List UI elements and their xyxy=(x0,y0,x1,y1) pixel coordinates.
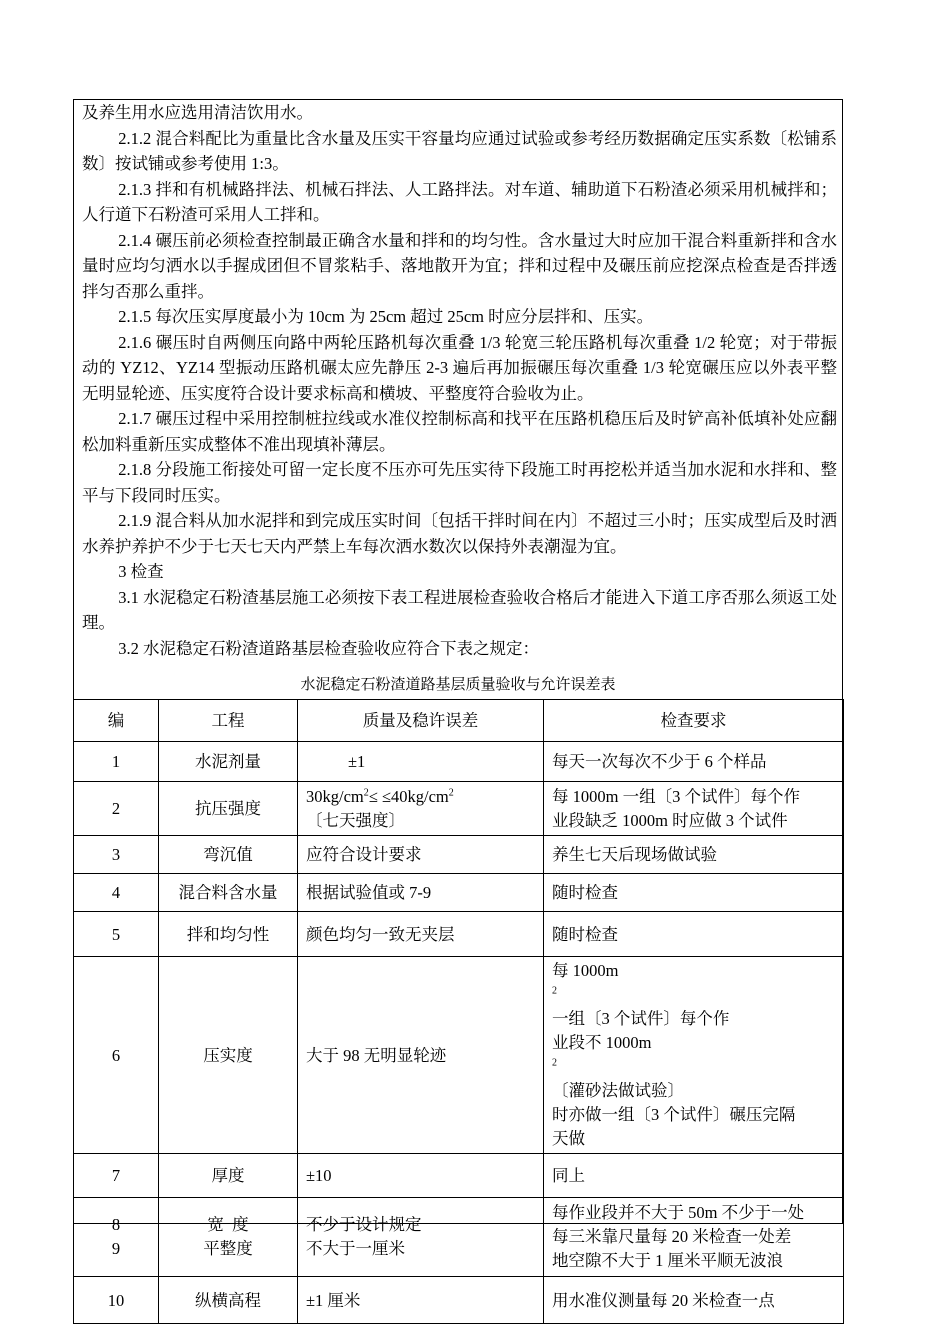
table-row xyxy=(74,742,844,782)
row-requirement: 同上 xyxy=(544,1154,844,1198)
row-number: 1 xyxy=(74,742,159,782)
row-item: 纵横高程 xyxy=(159,1277,298,1324)
paragraph: 及养生用水应选用清洁饮用水。 xyxy=(82,103,313,122)
row-tolerance: 应符合设计要求 xyxy=(298,836,544,874)
paragraph: 2.1.8 分段施工衔接处可留一定长度不压亦可先压实待下段施工时再挖松并适当加水泥和水拌和、整平与下段同时压实。 xyxy=(82,460,837,505)
table-caption: 水泥稳定石粉渣道路基层质量验收与允许误差表 xyxy=(300,677,616,693)
row-item: 拌和均匀性 xyxy=(159,912,298,957)
table-header-row xyxy=(74,700,844,742)
paragraph: 2.1.6 碾压时自两侧压向路中两轮压路机每次重叠 1/3 轮宽三轮压路机每次重叠 1/2 轮宽；对于带振动的 YZ12、YZ14 型振动压路机碾太应先静压 2-3 遍后再加振碾压每次重叠 1/3 轮宽碾压应以外表平整无明显轮迹、压实度符合设计要求标高和横坡、平整度符合验收为止。 xyxy=(82,332,837,403)
superscript: 2 xyxy=(552,1057,557,1069)
paragraph: 3.1 水泥稳定石粉渣基层施工必须按下表工程进展检查验收合格后才能进入下道工序否那么须返工处理。 xyxy=(82,587,837,632)
tolerance-part: 30kg/cm xyxy=(306,786,364,806)
row-tolerance: 大于 98 无明显轮迹 xyxy=(298,957,544,1154)
row-requirement: 随时检查 xyxy=(544,912,844,957)
row-number: 5 xyxy=(74,912,159,957)
row-item: 抗压强度 xyxy=(159,782,298,836)
requirement-part: 〔灌砂法做试验〕 xyxy=(552,1081,684,1100)
header-cell: 工程 xyxy=(159,700,298,742)
row-requirement: 养生七天后现场做试验 xyxy=(544,836,844,874)
table-row xyxy=(74,1154,844,1198)
row-item: 厚度 xyxy=(159,1154,298,1198)
row-number xyxy=(74,1198,159,1277)
row-requirement xyxy=(544,1198,844,1277)
row-requirement: 随时检查 xyxy=(544,874,844,912)
row-requirement: 用水准仪测量每 20 米检查一点 xyxy=(544,1277,844,1324)
requirement-line xyxy=(552,1031,835,1103)
requirement-line: 每三米靠尺量每 20 米检查一处差 xyxy=(552,1227,792,1246)
tolerance-line: 不大于一厘米 xyxy=(306,1239,405,1258)
row-item xyxy=(159,1198,298,1277)
row-number: 3 xyxy=(74,836,159,874)
paragraph: 2.1.3 拌和有机械路拌法、机械石拌法、人工路拌法。对车道、辅助道下石粉渣必须采用机械拌和；人行道下石粉渣可采用人工拌和。 xyxy=(82,179,837,224)
row-item-line: 宽 度 xyxy=(207,1215,249,1234)
row-tolerance: ±10 xyxy=(298,1154,544,1198)
row-item: 弯沉值 xyxy=(159,836,298,874)
superscript: 2 xyxy=(363,787,369,798)
paragraph: 3.2 水泥稳定石粉渣道路基层检查验收应符合下表之规定： xyxy=(118,638,540,658)
requirement-line: 每 1000m 一组〔3 个试件〕每个作 xyxy=(552,786,800,806)
requirement-part: 一组〔3 个试件〕每个作 xyxy=(552,1009,730,1028)
superscript: 2 xyxy=(448,787,454,798)
row-number-line: 8 xyxy=(111,1215,121,1234)
section-heading: 3 检查 xyxy=(118,562,164,581)
row-tolerance xyxy=(298,782,544,836)
requirement-line: 时亦做一组〔3 个试件〕碾压完隔 xyxy=(552,1105,796,1124)
row-number: 10 xyxy=(74,1277,159,1324)
requirement-part: 业段不 1000m xyxy=(552,1033,652,1052)
row-tolerance: ±1 xyxy=(298,742,544,782)
requirement-line: 每作业段并不大于 50m 不少于一处 xyxy=(552,1203,805,1222)
table-row xyxy=(74,1198,844,1277)
header-cell: 质量及稳许误差 xyxy=(298,700,544,742)
table-row xyxy=(74,912,844,957)
row-number: 7 xyxy=(74,1154,159,1198)
table-row xyxy=(74,957,844,1154)
table-row xyxy=(74,874,844,912)
row-requirement xyxy=(544,782,844,836)
tolerance-line: 不少于设计规定 xyxy=(306,1215,422,1234)
row-requirement: 每天一次每次不少于 6 个样品 xyxy=(544,742,844,782)
body-text xyxy=(82,100,837,661)
row-item: 混合料含水量 xyxy=(159,874,298,912)
row-number: 4 xyxy=(74,874,159,912)
requirement-line: 业段缺乏 1000m 时应做 3 个试件 xyxy=(552,810,788,830)
header-cell: 编 xyxy=(74,700,159,742)
row-tolerance: 颜色均匀一致无夹层 xyxy=(298,912,544,957)
paragraph: 2.1.7 碾压过程中采用控制桩拉线或水准仪控制标高和找平在压路机稳压后及时铲高补低填补处应翻松加料重新压实成整体不准出现填补薄层。 xyxy=(82,409,837,454)
row-number: 2 xyxy=(74,782,159,836)
row-tolerance: ±1 厘米 xyxy=(298,1277,544,1324)
row-item-line: 平整度 xyxy=(203,1239,253,1258)
requirement-line: 地空隙不大于 1 厘米平顺无波浪 xyxy=(552,1251,783,1270)
tolerance-part: ≤ ≤40kg/cm xyxy=(368,786,449,806)
paragraph: 2.1.9 混合料从加水泥拌和到完成压实时间〔包括干拌时间在内〕不超过三小时；压实成型后及时洒水养护养护不少于七天七天内严禁上车每次洒水数次以保持外表潮湿为宜。 xyxy=(82,511,837,556)
table-row xyxy=(74,1277,844,1324)
row-tolerance: 根据试验值或 7-9 xyxy=(298,874,544,912)
row-number-line: 9 xyxy=(111,1239,121,1258)
paragraph: 2.1.2 混合料配比为重量比含水量及压实干容量均应通过试验或参考经历数据确定压实系数〔松铺系数〕按试铺或参考使用 1:3。 xyxy=(82,128,837,173)
table-row xyxy=(74,782,844,836)
row-number: 6 xyxy=(74,957,159,1154)
tolerance-line xyxy=(306,785,535,809)
row-item: 压实度 xyxy=(159,957,298,1154)
paragraph: 2.1.4 碾压前必须检查控制最正确含水量和拌和的均匀性。含水量过大时应加干混合料重新拌和含水量时应均匀洒水以手握成团但不冒浆粘手、落地散开为宜；拌和过程中及碾压前应挖深点检查是否拌透拌匀否那么重拌。 xyxy=(82,230,837,301)
paragraph: 2.1.5 每次压实厚度最小为 10cm 为 25cm 超过 25cm 时应分层拌和、压实。 xyxy=(118,307,654,326)
requirement-line xyxy=(552,959,835,1031)
superscript: 2 xyxy=(552,985,557,997)
requirement-line: 天做 xyxy=(552,1129,585,1148)
tolerance-line: 〔七天强度〕 xyxy=(306,810,405,830)
table-row xyxy=(74,836,844,874)
header-cell: 检查要求 xyxy=(544,700,844,742)
row-requirement xyxy=(544,957,844,1154)
row-item: 水泥剂量 xyxy=(159,742,298,782)
requirement-part: 每 1000m xyxy=(552,961,619,980)
row-tolerance xyxy=(298,1198,544,1277)
quality-table xyxy=(73,699,844,1324)
